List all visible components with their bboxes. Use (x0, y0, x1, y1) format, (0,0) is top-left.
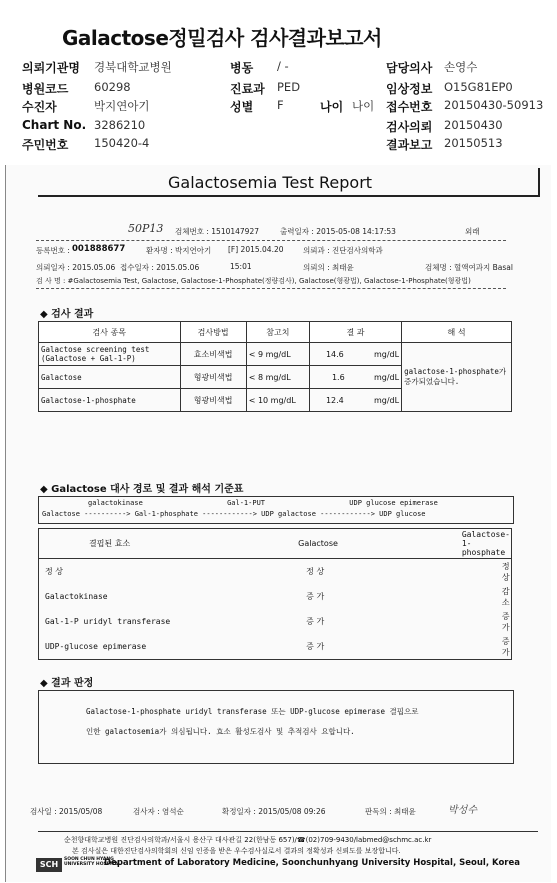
g1p-status: 증 가 (501, 611, 510, 632)
galactose-status: 증 가 (306, 592, 325, 601)
reference-range: < 8 mg/dL (246, 366, 309, 389)
hospital-logo: SCH (36, 858, 62, 872)
page-title: Galactose정밀검사 검사결과보고서 (62, 26, 382, 50)
request-date: 의뢰일자 : 2015.05.06 (36, 263, 116, 272)
table-row (39, 584, 512, 609)
label-department: 진료과 (230, 82, 265, 96)
column-header: 참고치 (246, 322, 309, 343)
specimen-number: 검체번호 : 1510147927 (175, 227, 259, 236)
confirm-date: 확정일자 : 2015/05/08 09:26 (222, 807, 326, 816)
value-department: PED (277, 80, 301, 94)
section-pathway-title: ◆ Galactose 대사 경로 및 결과 해석 기준표 (40, 484, 244, 495)
receipt-time: 15:01 (230, 262, 252, 271)
label-patient: 수진자 (22, 100, 57, 114)
requesting-dept: 의뢰과 : 진단검사의학과 (303, 246, 383, 255)
table-row (39, 559, 512, 585)
value-age: 나이 (352, 99, 375, 113)
column-header: 검사 종목 (39, 322, 181, 343)
result-cell (309, 389, 401, 412)
value-ward: / - (277, 59, 289, 73)
value-report-date: 20150513 (444, 136, 503, 150)
g1p-status: 정 상 (501, 561, 510, 582)
value-clinical-info: O15G81EP0 (444, 80, 513, 94)
value-doctor: 손영수 (444, 60, 478, 74)
birth-date: [F] 2015.04.20 (228, 245, 284, 254)
test-method: 효소비색법 (180, 343, 246, 366)
department-name: Department of Laboratory Medicine, Soonchunhyang University Hospital, Seoul, Korea (104, 858, 520, 868)
table-row (39, 634, 512, 660)
result-value: 14.6 (325, 349, 344, 359)
value-sex: F (277, 98, 284, 112)
enzyme-name: Gal-1-P uridyl transferase (45, 617, 171, 626)
test-items: 검 사 명 : #Galactosemia Test, Galactose, Galactose-1-Phosphate(정량검사), Galactose(형광법), Galactose-1-Phosphate(형광법) (36, 277, 471, 285)
section-judgement-title: ◆ 결과 판정 (40, 678, 94, 689)
pathway-flow: Galactose ----------> Gal-1-phosphate ------------> UDP galactose ------------> UDP glucose (42, 510, 426, 518)
label-clinical-info: 임상정보 (386, 82, 433, 96)
galactose-status: 증 가 (306, 642, 325, 651)
logo-subtitle: SOON CHUN HYANG UNIVERSITY HOSPITAL (64, 857, 121, 867)
reference-range: < 9 mg/dL (246, 343, 309, 366)
interpretation: galactose-1-phosphate가 증가되었습니다. (402, 343, 512, 412)
label-age: 나이 (320, 100, 344, 114)
label-hospital-code: 병원코드 (22, 82, 69, 96)
section-results-title: ◆ 검사 결과 (40, 309, 94, 320)
patient-name: 환자명 : 박지연아기 (146, 246, 212, 255)
value-hospital-code: 60298 (94, 80, 131, 94)
value-request-date: 20150430 (444, 118, 503, 132)
outpatient-label: 외래 (465, 227, 480, 236)
result-cell (309, 366, 401, 389)
label-request-date: 검사의뢰 (386, 120, 433, 134)
column-header: 검사방법 (180, 322, 246, 343)
tester: 검사자 : 염석순 (133, 807, 184, 816)
test-name: Galactose (39, 366, 181, 389)
g1p-status: 감 소 (501, 586, 510, 607)
value-patient: 박지연아기 (94, 99, 150, 113)
print-date: 출력일자 : 2015-05-08 14:17:53 (280, 227, 396, 236)
column-header: Galactose-1-phosphate (461, 530, 510, 557)
divider (36, 288, 506, 289)
column-header: 해 석 (402, 322, 512, 343)
test-method: 형광비색법 (180, 366, 246, 389)
table-row (39, 343, 512, 366)
table-header-row (39, 529, 512, 559)
value-resident-no: 150420-4 (94, 136, 150, 150)
test-name: Galactose-1-phosphate (39, 389, 181, 412)
label-ward: 병동 (230, 61, 254, 75)
divider (38, 831, 538, 832)
judgement-line-1: Galactose-1-phosphate uridyl transferase 또는 UDP-glucose epimerase 결핍으로 (86, 707, 419, 716)
column-header: 결 과 (309, 322, 401, 343)
receipt-date: 접수일자 : 2015.05.06 (120, 263, 200, 272)
value-chart-no: 3286210 (94, 118, 146, 132)
reg-no: 001888677 (72, 244, 126, 254)
test-method: 형광비색법 (180, 389, 246, 412)
label-receipt-no: 접수번호 (386, 100, 433, 114)
table-header-row (39, 322, 512, 343)
judgement-line-2: 인한 galactosemia가 의심됩니다. 효소 활성도검사 및 추적검사 요합니다. (86, 727, 355, 736)
g1p-status: 증 가 (501, 636, 510, 657)
test-date: 검사일 : 2015/05/08 (30, 807, 103, 816)
result-cell (309, 343, 401, 366)
label-chart-no: Chart No. (22, 118, 87, 132)
label-doctor: 담당의사 (386, 61, 433, 75)
result-value: 1.6 (331, 372, 345, 382)
label-institution: 의뢰기관명 (22, 61, 80, 75)
value-receipt-no: 20150430-50913 (444, 98, 544, 112)
reader: 판독의 : 최태윤 (365, 807, 416, 816)
value-institution: 경북대학교병원 (94, 60, 172, 74)
reference-range: < 10 mg/dL (246, 389, 309, 412)
enzyme-name: UDP-glucose epimerase (45, 642, 147, 651)
result-unit: mg/dL (373, 395, 400, 405)
results-table (38, 321, 512, 412)
label-sex: 성별 (230, 100, 254, 114)
test-name: Galactose screening test (Galactose + Gal-1-P) (39, 343, 181, 366)
handwritten-note: 50P13 (128, 222, 164, 235)
result-unit: mg/dL (373, 349, 400, 359)
enzyme-name: 정 상 (45, 567, 63, 576)
result-unit: mg/dL (373, 372, 400, 382)
specimen-type: 검체명 : 혈액여과지 Basal (425, 263, 513, 272)
footer-note: 본 검사실은 대한진단검사의학회의 신임 인증을 받은 우수검사실로서 결과의 정확성과 신뢰도를 보장합니다. (72, 847, 401, 855)
label-resident-no: 주민번호 (22, 138, 69, 152)
pathway-enzymes: galactokinase Gal-1-PUT UDP glucose epimerase (88, 499, 438, 507)
enzyme-table (38, 528, 512, 660)
result-value: 12.4 (325, 395, 344, 405)
signature: 박성수 (448, 805, 477, 816)
footer-address: 순천향대학교병원 진단검사의학과/서울시 용산구 대사관길 22(한남동 657)/☎(02)709-9430/labmed@schmc.ac.kr (64, 836, 432, 844)
report-title: Galactosemia Test Report (168, 173, 373, 192)
table-row (39, 609, 512, 634)
divider (36, 240, 506, 241)
reg-no-label: 등록번호 : (36, 246, 70, 255)
requesting-doctor: 의뢰의 : 최태윤 (303, 263, 354, 272)
galactose-status: 증 가 (306, 617, 325, 626)
column-header: 결핍된 효소 (89, 539, 131, 548)
column-header: Galactose (298, 539, 338, 548)
enzyme-name: Galactokinase (45, 592, 108, 601)
label-report-date: 결과보고 (386, 138, 433, 152)
galactose-status: 정 상 (306, 567, 325, 576)
